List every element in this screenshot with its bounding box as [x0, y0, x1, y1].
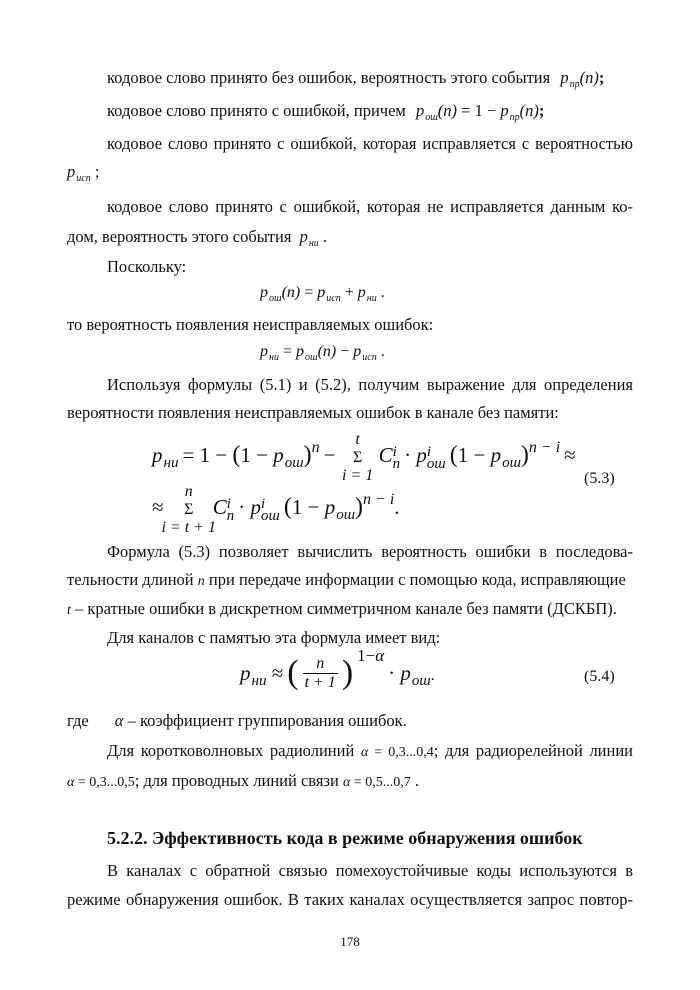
equation: $p_{ош}(n) = p_{исп} + p_{ни}$ . — [260, 284, 385, 304]
text-line: $p_{исп}$ ; — [67, 162, 100, 184]
equation-5-3-line2: ≈ n Σ i = t + 1 C i n · p i ош (1 − pош)n − i. — [152, 483, 400, 537]
text-line: кодовое слово принято без ошибок, вероятность этого события $p_{пр}(n)$; — [107, 68, 605, 90]
text-line: вероятности появления неисправляемых ошибок в канале без памяти: — [67, 403, 559, 422]
page-number: 178 — [340, 934, 360, 949]
section-heading: 5.2.2. Эффективность кода в режиме обнаружения ошибок — [107, 828, 583, 848]
text-line: то вероятность появления неисправляемых ошибок: — [67, 315, 434, 334]
text-line: Используя формулы (5.1) и (5.2), получим выражение для определения — [107, 375, 633, 394]
text-line: кодовое слово принято с ошибкой, причем $p_{ош}(n) = 1 - p_{пр}(n)$; — [107, 101, 545, 123]
text-line: α = 0,3...0,5; для проводных линий связи α = 0,5...0,7 . — [67, 771, 419, 790]
text-line: кодовое слово принято с ошибкой, которая исправляется с вероятностью — [107, 134, 633, 153]
text-line: кодовое слово принято с ошибкой, которая не исправляется данным ко- — [107, 197, 633, 216]
text-line: Для коротковолновых радиолиний α = 0,3...0,4; для радиорелейной линии — [107, 741, 634, 760]
equation-number: (5.4) — [584, 668, 615, 685]
text-line: t – кратные ошибки в дискретном симметричном канале без памяти (ДСКБП). — [67, 599, 617, 618]
text-line: Поскольку: — [107, 257, 187, 276]
equation: $p_{ни} = p_{ош}(n) - p_{исп}$ . — [260, 343, 385, 363]
text-line: режиме обнаружения ошибок. В таких каналах осуществляется запрос повтор- — [67, 890, 633, 909]
text-line: Формула (5.3) позволяет вычислить вероятность ошибки в последова- — [107, 542, 633, 561]
text-line: В каналах с обратной связью помехоустойчивые коды используются в — [107, 861, 633, 880]
text-line: дом, вероятность этого события $p_{ни}$ . — [67, 227, 328, 249]
equation-5-3-line1: pни = 1 − (1 − pош)n − t Σ i = 1 C i n · p i ош (1 − pош)n − i ≈ — [152, 431, 576, 485]
equation-number: (5.3) — [584, 470, 615, 487]
text-line: тельности длиной n при передаче информации с помощью кода, исправляющие — [67, 570, 626, 589]
text-line: где α – коэффициент группирования ошибок. — [67, 711, 407, 730]
equation-5-4: pни ≈ ( $\frac{n}{t + 1}$ ) 1−α · pош. — [240, 646, 435, 691]
text-line: Для каналов с памятью эта формула имеет вид: — [107, 628, 441, 647]
